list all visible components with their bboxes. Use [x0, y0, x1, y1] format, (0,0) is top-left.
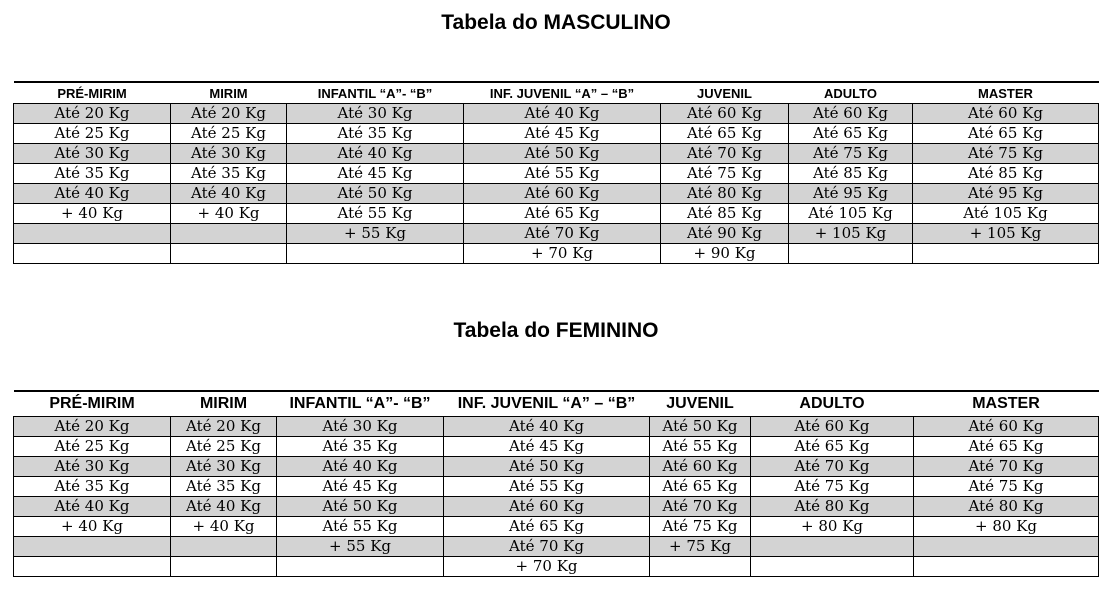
table-cell: Até 45 Kg [464, 124, 661, 144]
table-cell: Até 60 Kg [444, 497, 650, 517]
table-row [14, 204, 1099, 224]
table-cell: Até 65 Kg [751, 437, 914, 457]
table-cell: Até 70 Kg [650, 497, 751, 517]
table-cell: Até 40 Kg [14, 184, 171, 204]
table-row [14, 224, 1099, 244]
table-cell [789, 244, 913, 264]
table-cell: + 90 Kg [661, 244, 789, 264]
table-cell: Até 50 Kg [444, 457, 650, 477]
table-cell: Até 45 Kg [444, 437, 650, 457]
column-header: JUVENIL [661, 82, 789, 104]
table-cell: Até 50 Kg [650, 417, 751, 437]
table-cell [171, 537, 277, 557]
masculino-table-body [14, 104, 1099, 264]
table-cell: Até 25 Kg [14, 124, 171, 144]
table-cell: Até 40 Kg [277, 457, 444, 477]
table-cell: Até 60 Kg [650, 457, 751, 477]
table-cell: Até 35 Kg [287, 124, 464, 144]
table-cell: + 55 Kg [277, 537, 444, 557]
table-cell: Até 105 Kg [789, 204, 913, 224]
table-cell: Até 50 Kg [464, 144, 661, 164]
table-cell [914, 537, 1099, 557]
table-row [14, 124, 1099, 144]
table-cell [171, 224, 287, 244]
table-row [14, 417, 1099, 437]
table-row [14, 164, 1099, 184]
table-cell: Até 45 Kg [287, 164, 464, 184]
table-cell: Até 25 Kg [171, 124, 287, 144]
table-cell: Até 20 Kg [171, 417, 277, 437]
table-cell: Até 40 Kg [464, 104, 661, 124]
table-cell: Até 90 Kg [661, 224, 789, 244]
table-cell: + 80 Kg [914, 517, 1099, 537]
table-cell: Até 65 Kg [789, 124, 913, 144]
table-row [14, 517, 1099, 537]
table-cell: Até 40 Kg [14, 497, 171, 517]
table-cell: + 80 Kg [751, 517, 914, 537]
table-cell: Até 35 Kg [171, 164, 287, 184]
table-cell: Até 75 Kg [661, 164, 789, 184]
column-header: MASTER [913, 82, 1099, 104]
table-cell: Até 30 Kg [287, 104, 464, 124]
table-cell: Até 80 Kg [661, 184, 789, 204]
table-cell [913, 244, 1099, 264]
column-header: ADULTO [751, 391, 914, 417]
table-cell: Até 60 Kg [464, 184, 661, 204]
column-header: INFANTIL “A”- “B” [287, 82, 464, 104]
table-cell: Até 65 Kg [464, 204, 661, 224]
column-header: MASTER [914, 391, 1099, 417]
table-cell: Até 55 Kg [277, 517, 444, 537]
table-cell: Até 55 Kg [287, 204, 464, 224]
column-header: MIRIM [171, 82, 287, 104]
table-cell: Até 35 Kg [14, 164, 171, 184]
table-cell: Até 65 Kg [444, 517, 650, 537]
column-header: PRÉ-MIRIM [14, 391, 171, 417]
table-cell: Até 95 Kg [789, 184, 913, 204]
feminino-title: Tabela do FEMININO [453, 319, 659, 342]
table-cell: Até 25 Kg [14, 437, 171, 457]
table-cell: Até 20 Kg [171, 104, 287, 124]
table-cell: Até 70 Kg [751, 457, 914, 477]
table-cell: Até 50 Kg [277, 497, 444, 517]
table-cell: Até 35 Kg [14, 477, 171, 497]
feminino-weight-table [13, 390, 1099, 577]
table-cell: Até 60 Kg [751, 417, 914, 437]
table-cell [751, 537, 914, 557]
table-cell: Até 60 Kg [913, 104, 1099, 124]
column-header: MIRIM [171, 391, 277, 417]
table-header-row [14, 82, 1099, 104]
table-cell [14, 537, 171, 557]
table-cell: Até 55 Kg [444, 477, 650, 497]
table-cell: Até 40 Kg [444, 417, 650, 437]
table-cell: Até 70 Kg [914, 457, 1099, 477]
table-cell: Até 75 Kg [789, 144, 913, 164]
table-cell [914, 557, 1099, 577]
table-cell: + 40 Kg [14, 204, 171, 224]
table-cell [277, 557, 444, 577]
table-cell: Até 75 Kg [751, 477, 914, 497]
column-header: ADULTO [789, 82, 913, 104]
table-cell: Até 25 Kg [171, 437, 277, 457]
table-cell: + 40 Kg [171, 517, 277, 537]
table-cell: Até 50 Kg [287, 184, 464, 204]
table-cell: Até 85 Kg [661, 204, 789, 224]
table-cell: + 40 Kg [14, 517, 171, 537]
table-cell: Até 70 Kg [444, 537, 650, 557]
table-cell: Até 40 Kg [171, 184, 287, 204]
table-row [14, 497, 1099, 517]
table-cell: Até 95 Kg [913, 184, 1099, 204]
table-row [14, 437, 1099, 457]
table-row [14, 244, 1099, 264]
table-cell: Até 85 Kg [913, 164, 1099, 184]
table-row [14, 537, 1099, 557]
table-cell: Até 35 Kg [277, 437, 444, 457]
table-cell [14, 244, 171, 264]
table-cell: Até 85 Kg [789, 164, 913, 184]
table-cell: + 70 Kg [444, 557, 650, 577]
table-cell: Até 30 Kg [171, 144, 287, 164]
masculino-weight-table [13, 81, 1099, 264]
table-row [14, 557, 1099, 577]
table-cell: Até 60 Kg [789, 104, 913, 124]
table-cell [14, 224, 171, 244]
table-cell [287, 244, 464, 264]
feminino-table-body [14, 417, 1099, 577]
table-cell: Até 65 Kg [661, 124, 789, 144]
table-cell: Até 30 Kg [14, 457, 171, 477]
table-cell: Até 45 Kg [277, 477, 444, 497]
table-cell: + 75 Kg [650, 537, 751, 557]
table-cell: Até 20 Kg [14, 417, 171, 437]
table-cell: Até 70 Kg [661, 144, 789, 164]
table-row [14, 477, 1099, 497]
table-cell: + 70 Kg [464, 244, 661, 264]
table-row [14, 144, 1099, 164]
table-cell: Até 80 Kg [914, 497, 1099, 517]
table-cell: Até 70 Kg [464, 224, 661, 244]
table-row [14, 184, 1099, 204]
table-cell: Até 55 Kg [650, 437, 751, 457]
table-cell [14, 557, 171, 577]
table-cell: Até 55 Kg [464, 164, 661, 184]
table-cell: Até 80 Kg [751, 497, 914, 517]
table-cell: + 40 Kg [171, 204, 287, 224]
table-cell: Até 30 Kg [14, 144, 171, 164]
table-cell [650, 557, 751, 577]
table-header-row [14, 391, 1099, 417]
table-cell: Até 40 Kg [287, 144, 464, 164]
table-row [14, 104, 1099, 124]
table-cell: Até 75 Kg [914, 477, 1099, 497]
table-cell: Até 65 Kg [913, 124, 1099, 144]
table-cell [751, 557, 914, 577]
table-cell: Até 65 Kg [914, 437, 1099, 457]
column-header: INF. JUVENIL “A” – “B” [464, 82, 661, 104]
table-cell: + 105 Kg [913, 224, 1099, 244]
table-cell: Até 40 Kg [171, 497, 277, 517]
masculino-title: Tabela do MASCULINO [441, 11, 671, 34]
table-cell [171, 557, 277, 577]
table-cell: Até 60 Kg [661, 104, 789, 124]
table-cell: Até 75 Kg [913, 144, 1099, 164]
table-cell: Até 65 Kg [650, 477, 751, 497]
table-cell: Até 60 Kg [914, 417, 1099, 437]
table-cell: Até 20 Kg [14, 104, 171, 124]
table-cell: Até 35 Kg [171, 477, 277, 497]
table-cell [171, 244, 287, 264]
table-cell: Até 30 Kg [277, 417, 444, 437]
column-header: PRÉ-MIRIM [14, 82, 171, 104]
table-row [14, 457, 1099, 477]
column-header: JUVENIL [650, 391, 751, 417]
table-cell: Até 75 Kg [650, 517, 751, 537]
column-header: INFANTIL “A”- “B” [277, 391, 444, 417]
column-header: INF. JUVENIL “A” – “B” [444, 391, 650, 417]
table-cell: + 55 Kg [287, 224, 464, 244]
table-cell: Até 105 Kg [913, 204, 1099, 224]
table-cell: + 105 Kg [789, 224, 913, 244]
table-cell: Até 30 Kg [171, 457, 277, 477]
